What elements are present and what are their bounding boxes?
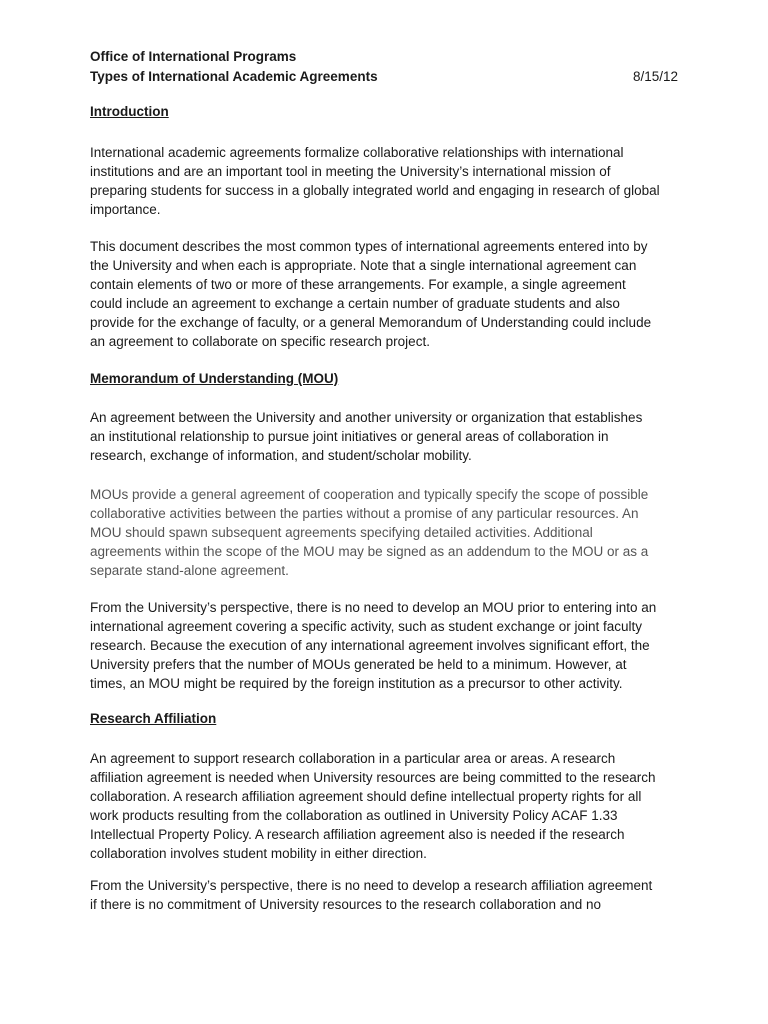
intro-paragraph-2 — [90, 237, 690, 351]
mou-paragraph-1 — [90, 408, 690, 465]
section-heading-mou: Memorandum of Understanding (MOU) — [90, 371, 339, 386]
text-line: contain elements of two or more of these arrangements. For example, a single agreement — [90, 277, 626, 292]
text-line: agreements within the scope of the MOU may be signed as an addendum to the MOU or as a — [90, 544, 649, 559]
text-line: separate stand-alone agreement. — [90, 563, 289, 578]
text-line: An agreement to support research collaboration in a particular area or areas. A research — [90, 751, 616, 766]
mou-paragraph-3 — [90, 598, 690, 693]
text-line: if there is no commitment of University resources to the research collaboration and no — [90, 897, 601, 912]
text-line: collaboration. A research affiliation agreement should define intellectual property rights for all — [90, 789, 642, 804]
text-line: MOUs provide a general agreement of cooperation and typically specify the scope of possible — [90, 487, 649, 502]
section-heading-research-affiliation: Research Affiliation — [90, 711, 217, 726]
text-line: MOU should spawn subsequent agreements specifying detailed activities. Additional — [90, 525, 593, 540]
text-line: work products resulting from the collaboration as outlined in University Policy ACAF 1.33 — [90, 808, 618, 823]
text-line: University prefers that the number of MOUs generated be held to a minimum. However, at — [90, 657, 627, 672]
text-line: International academic agreements formalize collaborative relationships with international — [90, 145, 624, 160]
text-line: the University and when each is appropriate. Note that a single international agreement can — [90, 258, 637, 273]
text-line: research, exchange of information, and student/scholar mobility. — [90, 448, 472, 463]
text-line: international agreement covering a specific activity, such as student exchange or joint faculty — [90, 619, 643, 634]
text-line: institutions and are an important tool in meeting the University’s international mission of — [90, 164, 611, 179]
text-line: From the University’s perspective, there is no need to develop a research affiliation agreement — [90, 878, 653, 893]
text-line: This document describes the most common types of international agreements entered into by — [90, 239, 648, 254]
text-line: From the University’s perspective, there is no need to develop an MOU prior to entering into an — [90, 600, 657, 615]
text-line: an institutional relationship to pursue joint initiatives or general areas of collaboration in — [90, 429, 609, 444]
text-line: importance. — [90, 202, 161, 217]
document-page — [90, 47, 690, 87]
text-line: preparing students for success in a globally integrated world and engaging in research of global — [90, 183, 660, 198]
document-date: 8/15/12 — [632, 69, 678, 84]
text-line: affiliation agreement is needed when University resources are being committed to the research — [90, 770, 656, 785]
research-paragraph-2 — [90, 876, 690, 914]
text-line: research. Because the execution of any international agreement involves significant effort, the — [90, 638, 650, 653]
research-paragraph-1 — [90, 749, 690, 863]
office-name: Office of International Programs — [90, 49, 297, 64]
text-line: an agreement to collaborate on specific research project. — [90, 334, 430, 349]
text-line: collaborative activities between the parties without a promise of any particular resources. An — [90, 506, 639, 521]
text-line: Intellectual Property Policy. A research affiliation agreement also is needed if the research — [90, 827, 625, 842]
mou-paragraph-2 — [90, 485, 690, 580]
section-heading-introduction: Introduction — [90, 104, 169, 119]
text-line: collaboration involves student mobility in either direction. — [90, 846, 427, 861]
intro-paragraph-1 — [90, 143, 690, 219]
text-line: times, an MOU might be required by the foreign institution as a precursor to other activity. — [90, 676, 623, 691]
text-line: could include an agreement to exchange a certain number of graduate students and also — [90, 296, 620, 311]
text-line: provide for the exchange of faculty, or a general Memorandum of Understanding could include — [90, 315, 652, 330]
text-line: An agreement between the University and another university or organization that establishes — [90, 410, 643, 425]
document-title-row — [90, 67, 690, 87]
document-title: Types of International Academic Agreements — [90, 69, 378, 84]
